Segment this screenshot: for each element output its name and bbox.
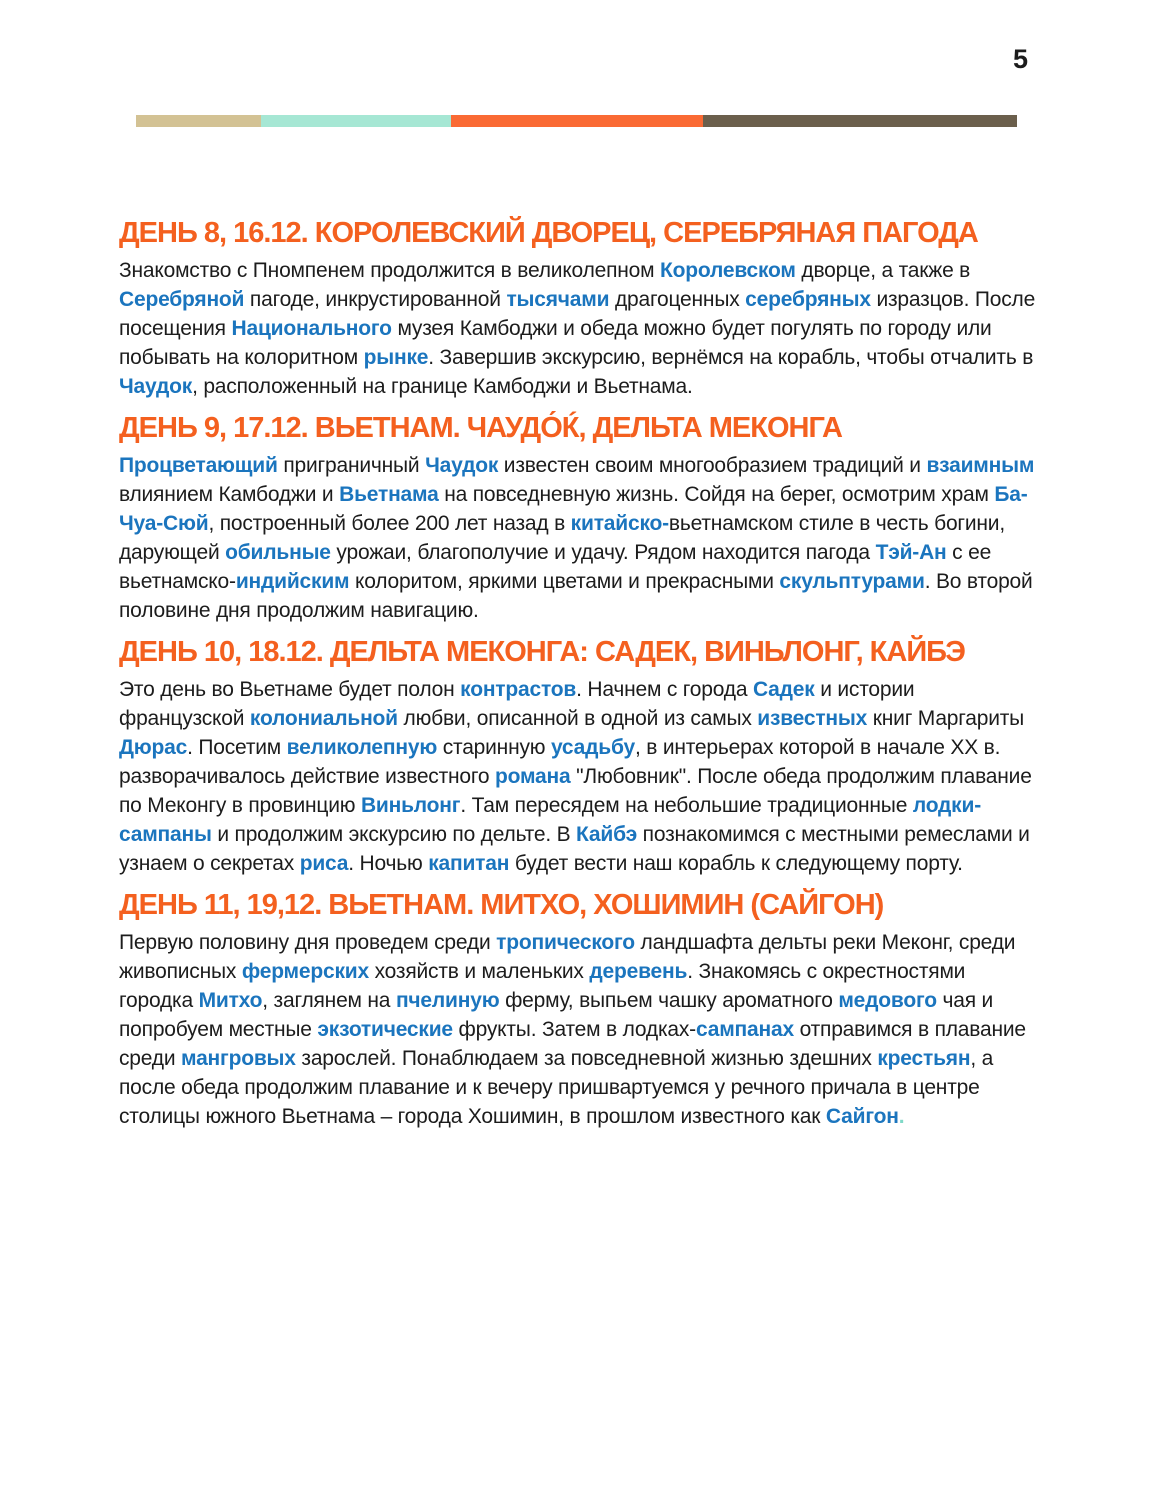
highlight-term: Чаудок (425, 454, 499, 477)
section-day-9 (119, 405, 1043, 625)
text-run: влиянием Камбоджи и (119, 483, 340, 506)
highlight-term: Чаудок (119, 375, 193, 398)
text-run: . Во второй половине дня продолжим навигацию. (119, 570, 1033, 622)
highlight-term: индийским (235, 570, 350, 593)
highlight-term: взаимным (926, 454, 1035, 477)
highlight-term: Королевском (660, 259, 796, 282)
text-run: . Ночью (348, 852, 429, 875)
highlight-term: колониальной (249, 707, 398, 730)
text-run: "Любовник". После обеда продолжим плавание по Меконгу в провинцию (119, 765, 1032, 817)
highlight-term: Сайгон (825, 1105, 899, 1128)
text-run: зарослей. Понаблюдаем за повседневной жизнью здешних (295, 1047, 878, 1070)
highlight-term: тропического (496, 931, 635, 954)
highlight-term: Вьетнама (339, 483, 439, 506)
paragraph-day-11 (119, 928, 1043, 1131)
highlight-term: тысячами (506, 288, 610, 311)
text-run: фрукты. Затем в лодках- (452, 1018, 696, 1041)
highlight-term: медового (838, 989, 937, 1012)
text-run: чая и попробуем местные (119, 989, 994, 1041)
highlight-term: Ба-Чуа-Сюй (119, 483, 1028, 535)
highlight-term: Кайбэ (576, 823, 638, 846)
text-run: хозяйств и маленьких (368, 960, 590, 983)
highlight-term: лодки-сампаны (119, 794, 981, 846)
highlight-term: Дюрас (119, 736, 188, 759)
highlight-term: усадьбу (550, 736, 635, 759)
text-run: . Завершив экскурсию, вернёмся на корабль, чтобы отчалить в (428, 346, 1034, 369)
divider-segment-brown (703, 115, 1017, 127)
text-run: на повседневную жизнь. Сойдя на берег, осмотрим храм (438, 483, 995, 506)
highlight-term: Садек (752, 678, 815, 701)
section-day-10 (119, 629, 1043, 878)
text-run: книг Маргариты (867, 707, 1025, 730)
text-run: старинную (437, 736, 551, 759)
highlight-term: Виньлонг (360, 794, 461, 817)
text-run: будет вести наш корабль к следующему порту. (509, 852, 963, 875)
highlight-term: крестьян (877, 1047, 971, 1070)
highlight-term: мангровых (181, 1047, 296, 1070)
teal-period: . (898, 1105, 905, 1128)
text-run: с ее вьетнамско- (119, 541, 992, 593)
text-run: известен своим многообразием традиций и (498, 454, 927, 477)
text-run: урожаи, благополучие и удачу. Рядом находится пагода (330, 541, 876, 564)
text-run: , построенный более 200 лет назад в (208, 512, 571, 535)
paragraph-day-10 (119, 675, 1043, 878)
highlight-term: экзотические (317, 1018, 453, 1041)
highlight-term: китайско- (570, 512, 669, 535)
text-run: колоритом, яркими цветами и прекрасными (349, 570, 780, 593)
text-run: . Знакомясь с окрестностями городка (119, 960, 966, 1012)
highlight-term: пчелиную (395, 989, 500, 1012)
highlight-term: контрастов (460, 678, 577, 701)
text-run: и истории французской (119, 678, 915, 730)
paragraph-day-9 (119, 451, 1043, 625)
highlight-term: романа (495, 765, 571, 788)
paragraph-day-8 (119, 256, 1043, 401)
highlight-term: сампанах (695, 1018, 794, 1041)
highlight-term: риса (299, 852, 349, 875)
text-run: музея Камбоджи и обеда можно будет погулять по городу или побывать на колоритном (119, 317, 992, 369)
highlight-term: Национального (231, 317, 392, 340)
text-run: изразцов. После посещения (119, 288, 1036, 340)
heading-day-9: ДЕНЬ 9, 17.12. ВЬЕТНАМ. ЧАУДО́Ќ, ДЕЛЬТА МЕКОНГА (119, 412, 842, 444)
highlight-term: капитан (428, 852, 510, 875)
highlight-term: фермерских (241, 960, 369, 983)
heading-day-8: ДЕНЬ 8, 16.12. КОРОЛЕВСКИЙ ДВОРЕЦ, СЕРЕБРЯНАЯ ПАГОДА (119, 217, 978, 249)
text-run: отправимся в плавание среди (119, 1018, 1026, 1070)
text-run: драгоценных (609, 288, 746, 311)
highlight-term: Тэй-Ан (875, 541, 947, 564)
divider-segment-mint (261, 115, 450, 127)
heading-day-11: ДЕНЬ 11, 19,12. ВЬЕТНАМ. МИТХО, ХОШИМИН (САЙГОН) (119, 889, 884, 921)
text-run: , в интерьерах которой в начале XX в. разворачивалось действие известного (119, 736, 1001, 788)
section-day-8 (119, 210, 1043, 401)
text-run: , заглянем на (262, 989, 396, 1012)
highlight-term: рынке (363, 346, 429, 369)
text-run: . Там пересядем на небольшие традиционные (460, 794, 913, 817)
highlight-term: известных (757, 707, 868, 730)
highlight-term: скульптурами (779, 570, 925, 593)
highlight-term: великолепную (286, 736, 438, 759)
section-day-11 (119, 882, 1043, 1131)
text-run: приграничный (277, 454, 426, 477)
text-run: . Посетим (187, 736, 287, 759)
text-run: пагоде, инкрустированной (244, 288, 507, 311)
highlight-term: серебряных (745, 288, 871, 311)
itinerary-content (119, 206, 1043, 1131)
text-run: Первую половину дня проведем среди (119, 931, 497, 954)
highlight-term: обильные (225, 541, 331, 564)
text-run: ландшафта дельты реки Меконг, среди живописных (119, 931, 1016, 983)
text-run: Это день во Вьетнаме будет полон (119, 678, 461, 701)
text-run: . Начнем с города (576, 678, 753, 701)
page-number: 5 (1012, 44, 1028, 74)
highlight-term: деревень (589, 960, 688, 983)
text-run: познакомимся с местными ремеслами и узнаем о секретах (119, 823, 1030, 875)
text-run: , расположенный на границе Камбоджи и Вьетнама. (192, 375, 693, 398)
divider-segment-orange (451, 115, 704, 127)
text-run: вьетнамском стиле в честь богини, дарующей (119, 512, 1005, 564)
highlight-term: Митхо (198, 989, 263, 1012)
text-run: любви, описанной в одной из самых (397, 707, 758, 730)
highlight-term: Серебряной (119, 288, 245, 311)
divider-segment-tan (136, 115, 261, 127)
text-run: и продолжим экскурсию по дельте. В (211, 823, 577, 846)
text-run: дворце, а также в (795, 259, 971, 282)
text-run: Знакомство с Пномпенем продолжится в великолепном (119, 259, 661, 282)
highlight-term: Процветающий (119, 454, 278, 477)
text-run: , а после обеда продолжим плавание и к вечеру пришвартуемся у речного причала в центре столицы южного Вьетнама – города Хошимин, в прошлом известного как (119, 1047, 994, 1128)
divider-bar (136, 115, 1017, 127)
heading-day-10: ДЕНЬ 10, 18.12. ДЕЛЬТА МЕКОНГА: САДЕК, ВИНЬЛОНГ, КАЙБЭ (119, 636, 965, 668)
text-run: ферму, выпьем чашку ароматного (499, 989, 839, 1012)
